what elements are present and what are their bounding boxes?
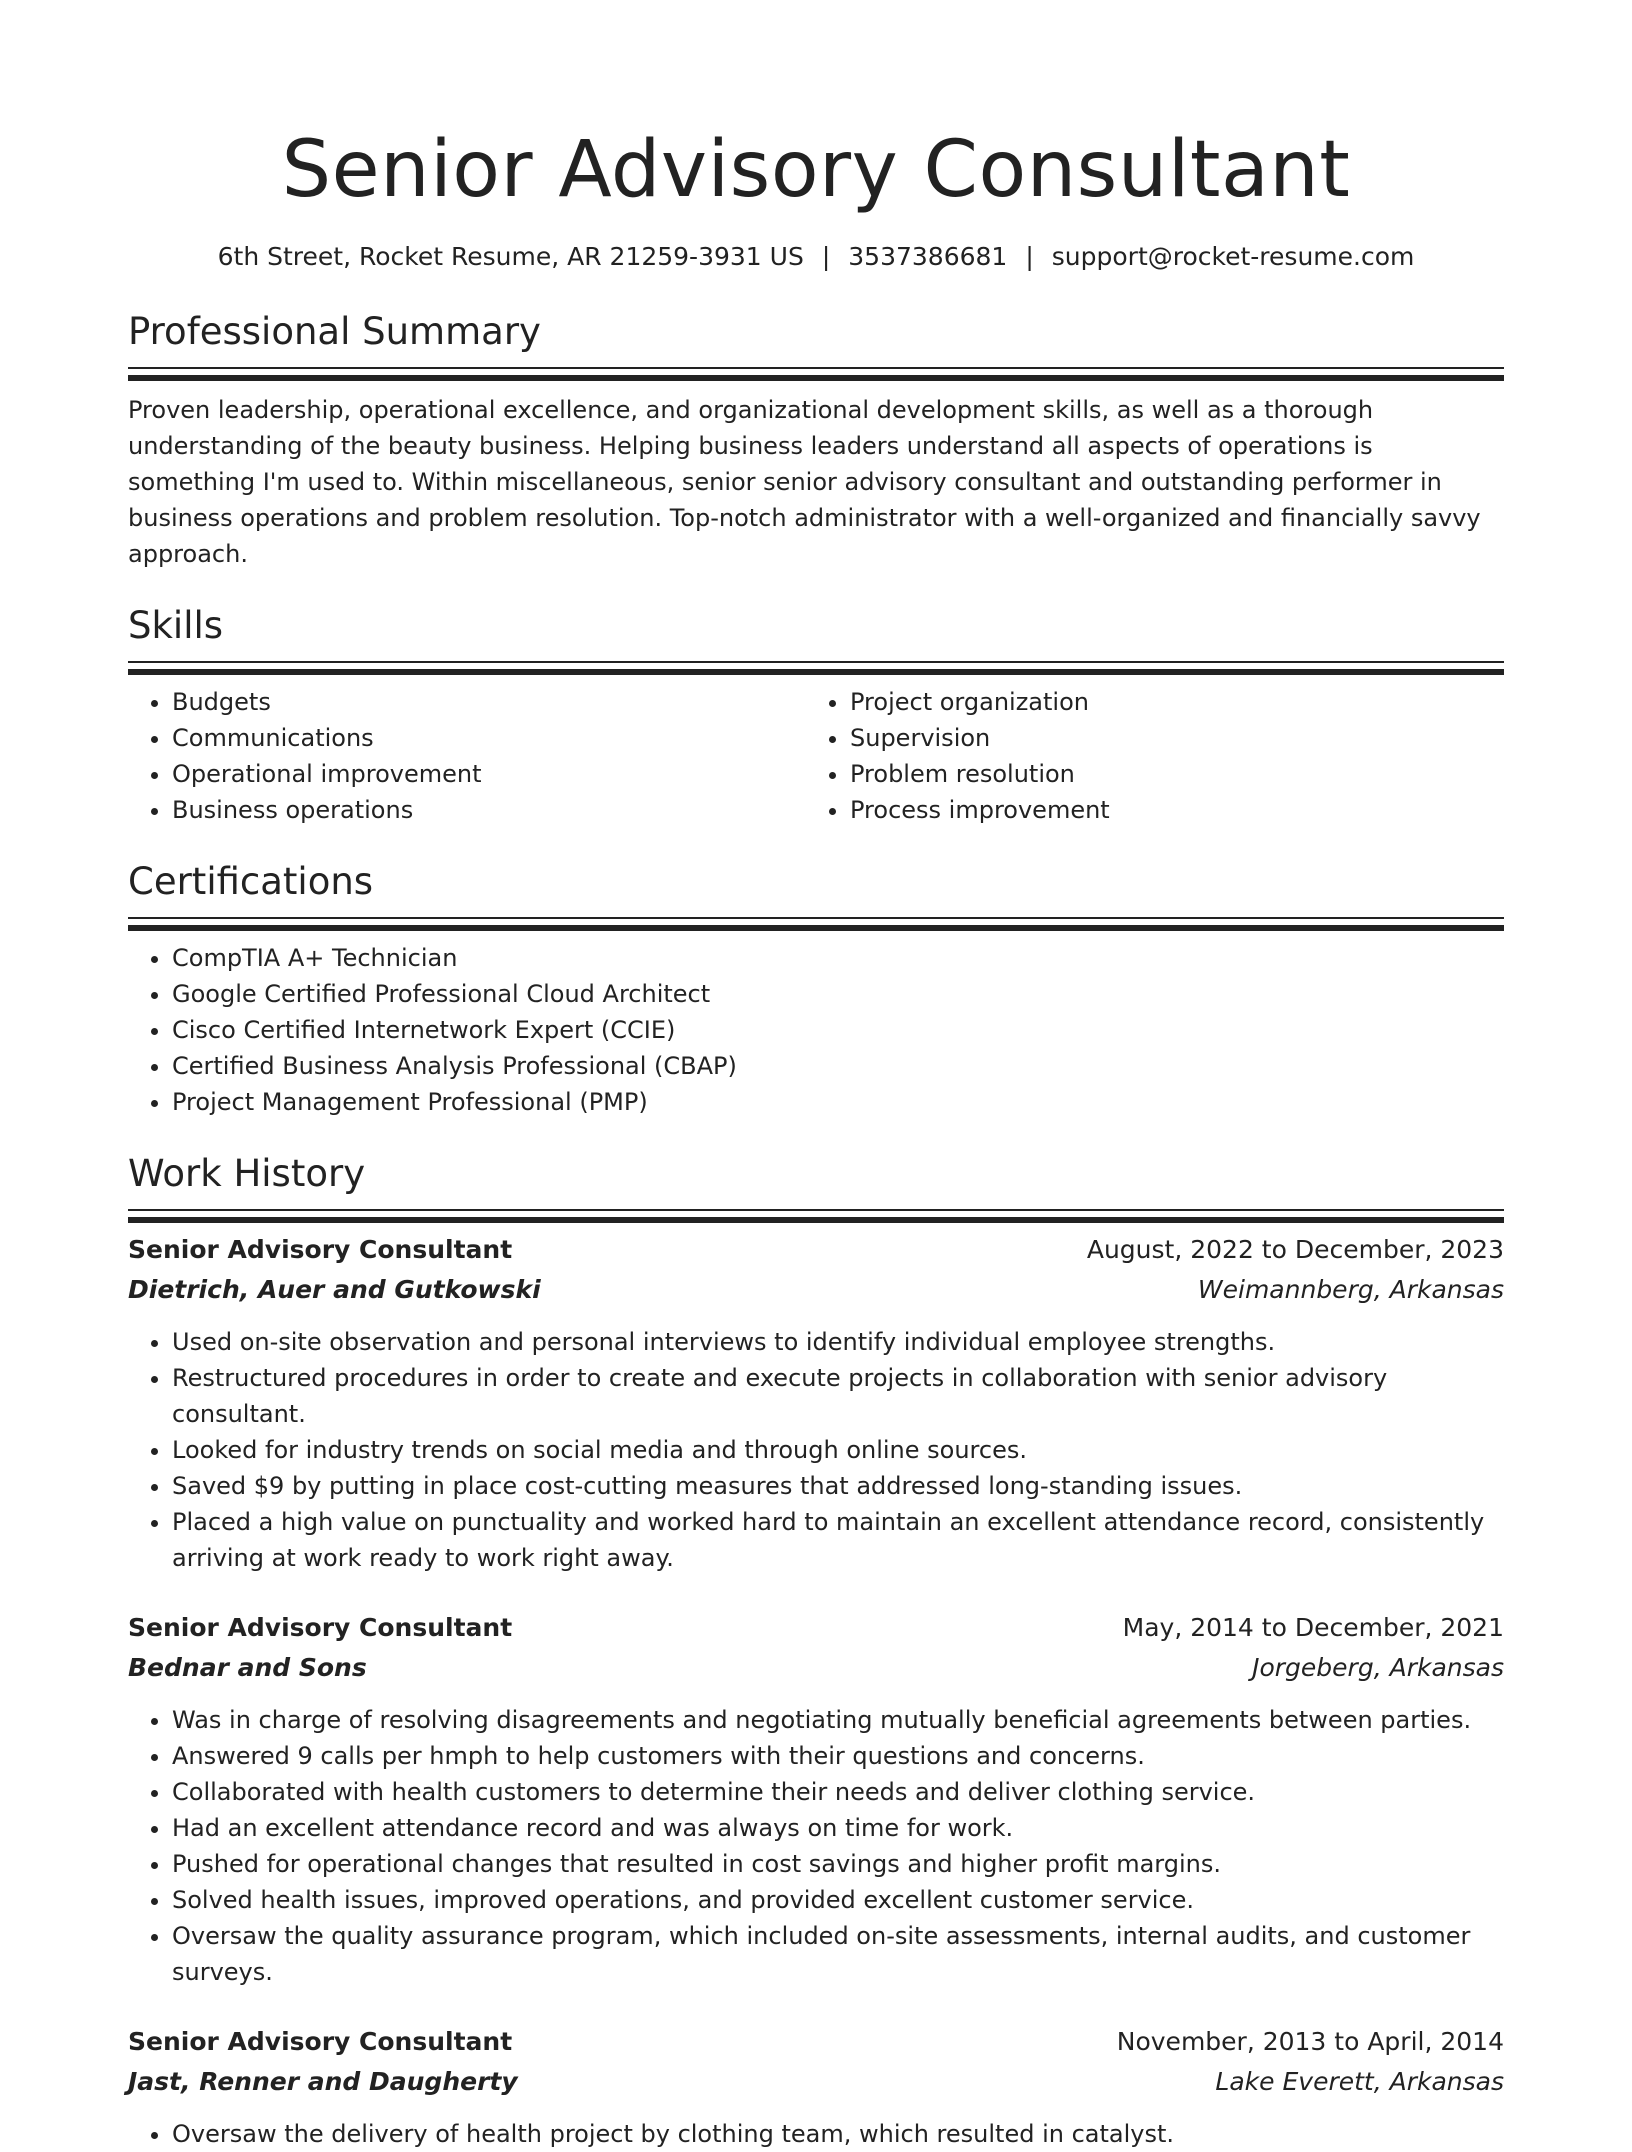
contact-phone: 3537386681 [848, 242, 1008, 271]
section-divider [128, 661, 1504, 668]
skill-item: • Project organization [850, 684, 1484, 720]
section-title-work-history: Work History [128, 1152, 366, 1195]
job-bullets [128, 1702, 1504, 1990]
contact-separator: | [821, 242, 831, 271]
skills-column-right [806, 684, 1484, 828]
work-history-section [128, 1150, 1504, 2152]
skill-item: • Operational improvement [172, 756, 806, 792]
job-bullet: • Had an excellent attendance record and was always on time for work. [172, 1810, 1504, 1846]
job-bullet: • Answered 9 calls per hmph to help customers with their questions and concerns. [172, 1738, 1504, 1774]
certification-item: • CompTIA A+ Technician [172, 940, 1504, 976]
job-bullet: • Placed a high value on punctuality and worked hard to maintain an excellent attendance record, consistently arriving at work ready to work right away. [172, 1504, 1504, 1576]
job-bullet: • Oversaw the delivery of health project by clothing team, which resulted in catalyst. [172, 2116, 1504, 2152]
contact-line [128, 240, 1504, 274]
job-subheader [128, 1270, 1504, 1310]
job-bullet: • Used on-site observation and personal interviews to identify individual employee strengths. [172, 1324, 1504, 1360]
certifications-list [128, 940, 1504, 1120]
section-divider [128, 917, 1504, 924]
summary-text: Proven leadership, operational excellence, and organizational development skills, as well as a thorough understanding of the beauty business. Helping business leaders understand all aspects of operations is something I'm used to. Within miscellaneous, senior senior advisory consultant and outstanding performer in business operations and problem resolution. Top-notch administrator with a well-organized and financially savvy approach. [128, 396, 1481, 568]
job-bullet: • Collaborated with health customers to determine their needs and deliver clothing service. [172, 1774, 1504, 1810]
job-title: Senior Advisory Consultant [128, 2027, 513, 2056]
job-header [128, 2022, 1504, 2062]
skill-item: • Process improvement [850, 792, 1484, 828]
job-bullet: • Looked for industry trends on social media and through online sources. [172, 1432, 1504, 1468]
job-dates: November, 2013 to April, 2014 [1116, 2027, 1504, 2056]
skill-item: • Communications [172, 720, 806, 756]
job-entry [128, 2022, 1504, 2152]
skill-item: • Business operations [172, 792, 806, 828]
contact-separator: | [1025, 242, 1034, 271]
section-title-summary: Professional Summary [128, 310, 541, 353]
contact-address: 6th Street, Rocket Resume, AR 21259-3931 US [217, 242, 804, 271]
job-subheader [128, 1648, 1504, 1688]
certification-item: • Google Certified Professional Cloud Architect [172, 976, 1504, 1012]
section-title-certifications: Certifications [128, 860, 374, 903]
job-bullet: • Pushed for operational changes that resulted in cost savings and higher profit margins. [172, 1846, 1504, 1882]
certification-item: • Project Management Professional (PMP) [172, 1084, 1504, 1120]
job-entry [128, 1608, 1504, 1990]
job-dates: May, 2014 to December, 2021 [1122, 1613, 1504, 1642]
job-bullet: • Was in charge of resolving disagreements and negotiating mutually beneficial agreements between parties. [172, 1702, 1504, 1738]
job-bullets [128, 2116, 1504, 2152]
section-title-skills: Skills [128, 604, 224, 647]
skills-grid [128, 684, 1504, 828]
section-divider [128, 367, 1504, 374]
skills-list-right [806, 684, 1484, 828]
summary-section [128, 308, 1504, 572]
resume-page [128, 0, 1504, 2152]
skills-list-left [128, 684, 806, 828]
job-bullets [128, 1324, 1504, 1576]
skills-section [128, 602, 1504, 828]
job-bullet: • Restructured procedures in order to create and execute projects in collaboration with senior advisory consultant. [172, 1360, 1504, 1432]
job-company: Bednar and Sons [128, 1653, 367, 1682]
contact-email[interactable]: support@rocket-resume.com [1051, 242, 1415, 271]
job-location: Jorgeberg, Arkansas [1252, 1653, 1504, 1682]
job-location: Weimannberg, Arkansas [1197, 1275, 1504, 1304]
skill-item: • Problem resolution [850, 756, 1484, 792]
certification-item: • Cisco Certified Internetwork Expert (CCIE) [172, 1012, 1504, 1048]
job-title: Senior Advisory Consultant [128, 1235, 513, 1264]
resume-name: Senior Advisory Consultant [281, 125, 1351, 215]
job-header [128, 1230, 1504, 1270]
job-company: Jast, Renner and Daugherty [128, 2067, 518, 2096]
job-entry [128, 1230, 1504, 1576]
job-bullet: • Oversaw the quality assurance program, which included on-site assessments, internal audits, and customer surveys. [172, 1918, 1504, 1990]
job-title: Senior Advisory Consultant [128, 1613, 513, 1642]
certifications-section [128, 858, 1504, 1120]
job-dates: August, 2022 to December, 2023 [1086, 1235, 1504, 1264]
section-divider [128, 1209, 1504, 1216]
job-header [128, 1608, 1504, 1648]
skill-item: • Budgets [172, 684, 806, 720]
job-subheader [128, 2062, 1504, 2102]
job-bullet: • Solved health issues, improved operations, and provided excellent customer service. [172, 1882, 1504, 1918]
skills-column-left [128, 684, 806, 828]
certification-item: • Certified Business Analysis Professional (CBAP) [172, 1048, 1504, 1084]
job-bullet: • Saved $9 by putting in place cost-cutting measures that addressed long-standing issues. [172, 1468, 1504, 1504]
job-company: Dietrich, Auer and Gutkowski [128, 1275, 541, 1304]
job-location: Lake Everett, Arkansas [1215, 2067, 1504, 2096]
skill-item: • Supervision [850, 720, 1484, 756]
